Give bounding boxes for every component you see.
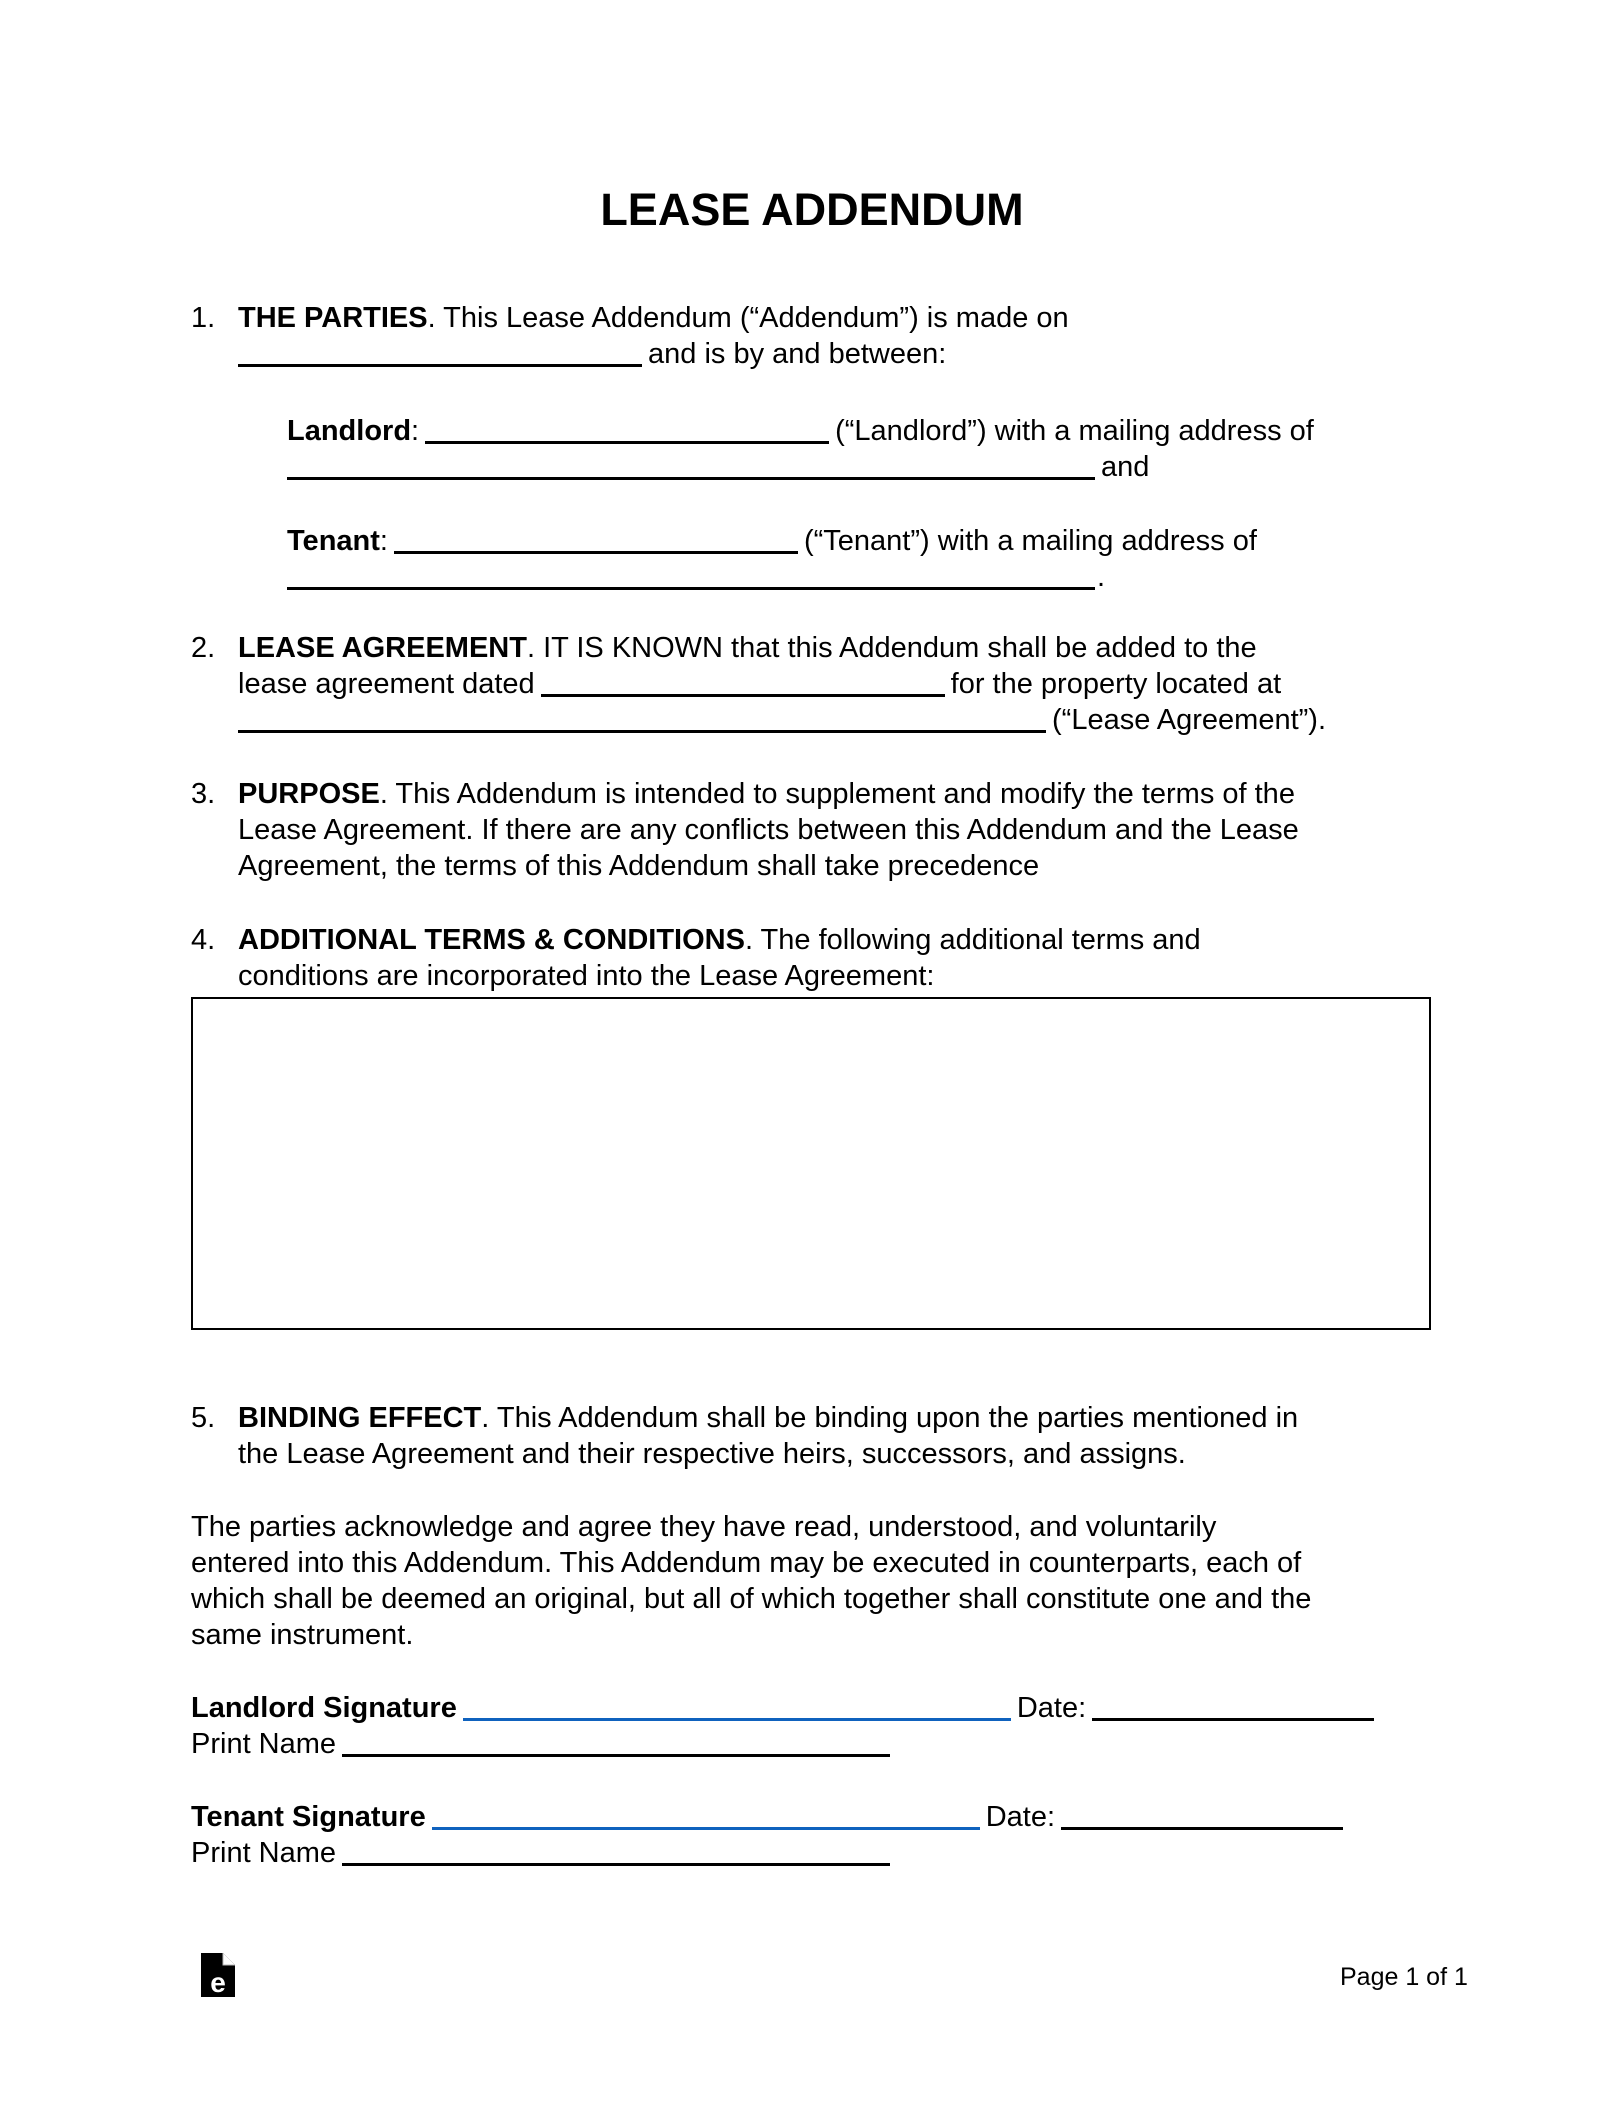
tenant-signature-field[interactable] [432,1827,980,1830]
section-5-heading: BINDING EFFECT [238,1402,482,1434]
tenant-print-name-row [191,1835,896,1871]
landlord-address-line: and [287,449,1149,485]
tenant-date-label: Date: [985,1801,1056,1833]
tenant-address-field[interactable] [287,587,1095,590]
section-4-line-1: ADDITIONAL TERMS & CONDITIONS. The following additional terms and [238,924,1201,956]
section-1-line-2: and is by and between: [238,336,946,372]
section-3-line-2: Lease Agreement. If there are any conflicts between this Addendum and the Lease [238,814,1299,846]
section-2-line-3: (“Lease Agreement”). [238,702,1326,738]
svg-text:e: e [210,1967,226,1997]
acknowledgement-line-1: The parties acknowledge and agree they have read, understood, and voluntarily [191,1511,1217,1543]
section-2-line-2: lease agreement dated for the property located at [238,668,1282,700]
section-1-line-1: THE PARTIES. This Lease Addendum (“Addendum”) is made on [238,302,1069,334]
document-title: LEASE ADDENDUM [600,184,1024,235]
tenant-label: Tenant [287,525,380,557]
tenant-name-field[interactable] [394,551,798,554]
landlord-address-field[interactable] [287,477,1095,480]
landlord-name-field[interactable] [425,441,829,444]
section-5-number: 5. [191,1402,216,1434]
acknowledgement-line-2: entered into this Addendum. This Addendum may be executed in counterparts, each of [191,1547,1302,1579]
tenant-signature-row [191,1799,1349,1835]
landlord-date-label: Date: [1016,1692,1087,1724]
landlord-label: Landlord [287,415,412,447]
tenant-date-field[interactable] [1061,1827,1343,1830]
section-5-line-2: the Lease Agreement and their respective heirs, successors, and assigns. [238,1438,1186,1470]
landlord-line: Landlord: (“Landlord”) with a mailing address of [287,415,1314,447]
section-2-number: 2. [191,632,216,664]
page-number: Page 1 of 1 [1340,1963,1468,1991]
section-5-line-1: BINDING EFFECT. This Addendum shall be binding upon the parties mentioned in [238,1402,1299,1434]
eforms-document-icon [201,1953,235,1997]
tenant-signature-label: Tenant Signature [191,1801,426,1833]
section-1-number: 1. [191,302,216,334]
section-4-heading: ADDITIONAL TERMS & CONDITIONS [238,924,745,956]
acknowledgement-line-4: same instrument. [191,1619,414,1651]
section-3-heading: PURPOSE [238,778,380,810]
landlord-signature-label: Landlord Signature [191,1692,457,1724]
tenant-print-name-label: Print Name [191,1837,337,1869]
landlord-print-name-row [191,1726,896,1762]
addendum-date-field[interactable] [238,364,642,367]
tenant-line: Tenant: (“Tenant”) with a mailing address of [287,525,1257,557]
section-4-line-2: conditions are incorporated into the Lease Agreement: [238,960,935,992]
property-address-field[interactable] [238,730,1046,733]
landlord-print-name-field[interactable] [342,1754,890,1757]
landlord-date-field[interactable] [1092,1718,1374,1721]
section-3-line-1: PURPOSE. This Addendum is intended to supplement and modify the terms of the [238,778,1295,810]
section-4-number: 4. [191,924,216,956]
section-2-line-1: LEASE AGREEMENT. IT IS KNOWN that this Addendum shall be added to the [238,632,1257,664]
tenant-address-line: . [287,559,1105,595]
landlord-print-name-label: Print Name [191,1728,337,1760]
acknowledgement-line-3: which shall be deemed an original, but all of which together shall constitute one and the [191,1583,1312,1615]
section-1-heading: THE PARTIES [238,302,428,334]
section-3-number: 3. [191,778,216,810]
tenant-print-name-field[interactable] [342,1863,890,1866]
landlord-signature-field[interactable] [463,1718,1011,1721]
section-2-heading: LEASE AGREEMENT [238,632,527,664]
additional-terms-box[interactable] [191,997,1431,1330]
section-3-line-3: Agreement, the terms of this Addendum shall take precedence [238,850,1040,882]
lease-date-field[interactable] [541,694,945,697]
landlord-signature-row [191,1690,1380,1726]
